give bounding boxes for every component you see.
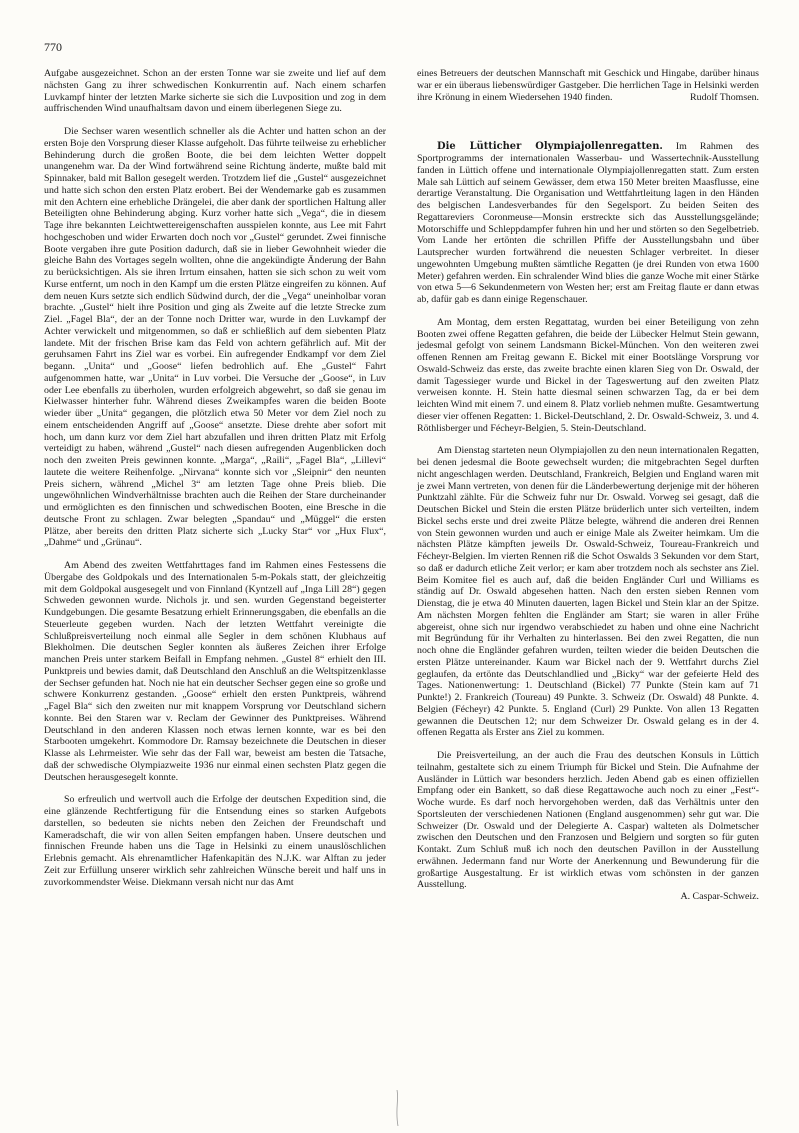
intro-signature: Rudolf Thomsen. — [690, 91, 759, 103]
paper-fold-mark — [393, 1090, 401, 1126]
left-column — [44, 68, 386, 888]
right-paragraph-3: Die Preisverteilung, an der auch die Frau des deutschen Konsuls in Lüttich teilnahm, gestaltete sich zu einem Triumph für Bickel und Stein. Die Aufnahme der Ausländer in Lüttich war besonders herzlich. Jeden Abend gab es einen offiziellen Empfang oder ein Bankett, so daß diese Regattawoche auch noch zu einer „Fest“-Woche wurde. Es darf noch hervorgehoben werden, daß das Verhältnis unter den Sportsleuten der verschiedenen Nationen (England ausgenommen) sehr gut war. Die Schweizer (Dr. Oswald und der Delegierte A. Caspar) walteten als Dolmetscher zwischen den Deutschen und den Franzosen und Belgiern und sorgten so für guten Kontakt. Zum Schluß muß ich noch den deutschen Pavillon in der Ausstellung erwähnen. Jedermann fand nur Worte der Anerkennung und Bewunderung für die großartige Ausgestaltung. Er ist wirklich etwas vom schönsten in der ganzen Ausstellung. — [417, 750, 759, 891]
left-paragraph-3: Am Abend des zweiten Wettfahrttages fand im Rahmen eines Festessens die Übergabe des Goldpokals und des Internationalen 5-m-Pokals statt, der gleichzeitig mit dem Goldpokal ausgesegelt und von Finnland (Kyntzell auf „Inga Lill 28“) gegen Schweden gewonnen wurde. Nichols jr. und sen. wurden Gegenstand begeisterter Kundgebungen. Die gesamte Besatzung erhielt Erinnerungsgaben, die ebenfalls an die Steuerleute gegeben wurden. Nach der letzten Wettfahrt vereinigte die Schlußpreisverteilung noch einmal alle Segler in dem schönen Klubhaus auf Blekholmen. Die deutschen Segler konnten als äußeres Zeichen ihrer Erfolge manchen Preis unter starkem Beifall in Empfang nehmen. „Gustel 8“ erhielt den III. Punktpreis und bewies damit, daß Deutschland den Anschluß an die Weltspitzenklasse der Sechser gefunden hat. Noch nie hat ein deutscher Sechser gegen eine so große und schwere Konkurrenz gestanden. „Goose“ erhielt den ersten Punktpreis, während „Fagel Bla“ sich den zweiten nur mit knappem Vorsprung vor Deutschland sichern konnte. Bei den Staren war v. Reclam der Gewinner des Punktpreises. Während Deutschland in den anderen Klassen noch etwas lernen konnte, war es bei den Starbooten umgekehrt. Kommodore Dr. Ramsay bezeichnete die Deutschen in dieser Klasse als Lehrmeister. Wie sehr das der Fall war, beweist am besten die Tatsache, daß der schwedische Olympiazweite 1936 nur einmal einen sechsten Platz gegen die Deutschen herausgesegelt konnte. — [44, 560, 386, 783]
right-paragraph-1: Am Montag, dem ersten Regattatag, wurden bei einer Beteiligung von zehn Booten zwei offene Regatten gefahren, die beide der Lübecker Helmut Stein gewann, jedesmal gefolgt von seinem Landsmann Bickel-München. Von den weiteren zwei offenen Rennen am Freitag gewann E. Bickel mit einer Bootslänge Vorsprung vor Oswald-Schweiz das erste, das zweite brachte einen klaren Sieg von Dr. Oswald, der damit Tagessieger wurde und Bickel in der Tageswertung auf den zweiten Platz verweisen konnte. H. Stein hatte diesmal seinen schwarzen Tag, da er bei dem leichten Wind mit einem 7. und einem 8. Platz vorlieb nehmen mußte. Gesamtwertung dieser vier offenen Regatten: 1. Bickel-Deutschland, 2. Dr. Oswald-Schweiz, 3. und 4. Röthlisberger und Fécheyr-Belgien, 5. Stein-Deutschland. — [417, 316, 759, 434]
right-intro-paragraph — [417, 68, 759, 103]
left-paragraph-2: Die Sechser waren wesentlich schneller als die Achter und hatten schon an der ersten Boje den Vorsprung dieser Klasse aufgeholt. Das führte teilweise zu erheblicher Behinderung durch die großen Boote, die bei dem leichten Wetter doppelt unangenehm war. Da der Wind fortwährend seine Richtung änderte, mußte bald mit Spinnaker, bald mit Ballon gesegelt werden. Trotzdem lief die „Gustel“ ausgezeichnet und hatte sich schon den ersten Platz erobert. Bei der Wendemarke gab es zusammen mit den Achtern eine erhebliche Drängelei, die aber dank der sportlichen Haltung aller Beteiligten ohne Behinderung abging. Kurz vorher hatte sich „Vega“, die in diesem Tage ihre bekannten Leichtwettereigenschaften ausspielen konnte, aus Lee mit Fahrt hochgeschoben und wider Erwarten doch noch vor „Gustel“ gerundet. Zwei finnische Boote vergaben ihre gute Position dadurch, daß sie in lieber Gewohnheit wieder die gleiche Bahn des Vortages segeln wollten, ohne die angekündigte Änderung der Bahn zu berücksichtigen. Als sie ihren Irrtum einsahen, hatten sie sich schon zu weit vom Kurse entfernt, um noch in den Kampf um die ersten Plätze eingreifen zu können. Auf dem neuen Kurs setzte sich endlich Südwind durch, der die „Vega“ uneinholbar voran brachte. „Gustel“ hielt ihre Position und ging als Zweite auf die letzte Strecke zum Ziel. „Fagel Bla“, der an der Tonne noch Dritter war, wurde in den Luvkampf der Achter verwickelt und mitgenommen, so daß er schließlich auf dem siebenten Platz landete. Mit der frischen Brise kam das Feld von achtern gefährlich auf. Mit der geruhsamen Fahrt ins Ziel war es vorbei. Ein aufregender Endkampf vor dem Ziel begann. „Unita“ und „Goose“ liefen bedrohlich auf. Ehe „Gustel“ Fahrt aufgenommen hatte, war „Unita“ in Luv vorbei. Die Versuche der „Goose“, in Luv oder Lee ebenfalls zu überholen, wurden erfolgreich abgewehrt, so daß sie genau im Kielwasser hinterher fuhr. Während dieses Zweikampfes waren die beiden Boote wieder über „Unita“ gegangen, die plötzlich etwa 50 Meter vor dem Ziel noch zu einem entscheidenden Angriff auf „Goose“ ansetzte. Diese drehte aber sofort mit hoch, um dann kurz vor dem Ziel hart abzufallen und ihren dritten Platz mit Erfolg verteidigt zu haben, während „Gustel“ nach diesen aufregenden Augenblicken doch noch den zweiten Preis gewinnen konnte. „Marga“, „Raili“, „Fagel Bla“, „Lillevi“ lautete die weitere Reihenfolge. „Nirvana“ konnte sich vor „Sleipnir“ den neunten Preis sichern, während „Michel 3“ am letzten Tage ohne Preis blieb. Die ungewöhnlichen Windverhältnisse brachten auch die Reihen der Stare durcheinander und ermöglichten es den finnischen und schwedischen Booten, eine Bresche in die deutsche Front zu schlagen. Zwar belegten „Spandau“ und „Müggel“ die ersten Plätze, aber bereits den dritten Platz sicherte sich „Lucky Star“ vor „Hux Flux“, „Dahme“ und „Grünau“. — [44, 126, 386, 549]
closing-signature: A. Caspar-Schweiz. — [680, 891, 759, 902]
article-lead-paragraph — [417, 141, 759, 306]
left-paragraph-4: So erfreulich und wertvoll auch die Erfolge der deutschen Expedition sind, die eine glänzende Rechtfertigung für die Entsendung eines so starken Aufgebots darstellen, so bedeuten sie nichts neben den Zeichen der Freundschaft und Kameradschaft, die wir von allen Seiten empfangen haben. Unsere deutschen und finnischen Freunde haben uns die Tage in Helsinki zu einem unauslöschlichen Erlebnis gemacht. Als ehrenamtlicher Hafenkapitän des N.J.K. war Alftan zu jeder Zeit zur Erfüllung unserer wirklich sehr zahlreichen Wünsche bereit und half uns in zuvorkommendster Weise. Diekmann versah nicht nur das Amt — [44, 794, 386, 888]
article-lead-text: Im Rahmen des Sportprogramms der internationalen Wasserbau- und Wassertechnik-Ausstellung fanden in Lüttich offene und internationale Olympiajollenregatten statt. Zum ersten Male sah Lüttich auf seinem Gewässer, dem etwa 150 Meter breiten Maasflusse, eine derartige Veranstaltung. Die Organisation und Wettfahrtleitung lagen in den Händen des belgischen Landesverbandes für den Segelsport. Zu beiden Seiten des Regattareviers Coronmeuse—Monsin erstreckte sich das Ausstellungsgelände; Motorschiffe und Schleppdampfer fuhren hin und her und störten so den Segelbetrieb. Vom Lande her ertönten die schrillen Pfiffe der Ausstellungsbahn und über Lautsprecher wurden fortwährend die neuesten Schlager verbreitet. In dieser ungewohnten Umgebung mußten sämtliche Regatten (je drei Runden von etwa 1600 Meter) gefahren werden. Ein schralender Wind blies die ganze Woche mit einer Stärke von etwa 5—6 Sekundenmetern von Westen her; erst am Freitag flaute er dann etwas ab, dafür gab es dann einige Regenschauer. — [417, 141, 760, 305]
right-column — [417, 68, 759, 903]
left-paragraph-1: Aufgabe ausgezeichnet. Schon an der ersten Tonne war sie zweite und lief auf dem nächsten Gang zu ihrer schwedischen Konkurrentin auf. Nach einem scharfen Luvkampf hinter der letzten Marke sicherte sie sich die Luvposition und zog in dem auffrischenden Wind unaufhaltsam davon und einem überlegenen Siege zu. — [44, 68, 386, 115]
page-number: 770 — [44, 40, 62, 54]
right-intro-text: eines Betreuers der deutschen Mannschaft mit Geschick und Hingabe, darüber hinaus war er ein überaus liebenswürdiger Gastgeber. Die herrlichen Tage in Helsinki werden ihre Krönung in einem Wiedersehen 1940 finden. — [417, 68, 759, 103]
right-paragraph-2: Am Dienstag starteten neun Olympiajollen zu den neun internationalen Regatten, bei denen jedesmal die Boote gewechselt wurden; die mitgebrachten Segel durften nicht angeschlagen werden. Deutschland, Frankreich, Belgien und England waren mit je zwei Mann vertreten, von denen für die Länderbewertung derjenige mit der höheren Punktzahl zählte. Für die Schweiz fuhr nur Dr. Oswald. Vorweg sei gesagt, daß die Deutschen Bickel und Stein die ersten Plätze brüderlich unter sich verteilten, indem Bickel sechs erste und drei zweite Plätze belegte, während die anderen drei Rennen von Stein gewonnen wurden und auch er einige Male als Zweiter heimkam. Um die nächsten Plätze kämpften jeweils Dr. Oswald-Schweiz, Toureau-Frankreich und Fécheyr-Belgien. Im vierten Rennen riß die Schot Oswalds 3 Sekunden vor dem Start, so daß er dadurch etliche Zeit verlor; er kam aber trotzdem noch als sechster ans Ziel. Beim Komitee fiel es auch auf, daß die beiden Engländer Curl und Williams es ständig auf Dr. Oswald abgesehen hatten. Nach den ersten sieben Rennen vom Dienstag, die je etwa 40 Minuten dauerten, lagen Bickel und Stein klar an der Spitze. Am nächsten Morgen fehlten die Engländer am Start; sie waren in aller Frühe abgereist, ohne sich nur irgendwo verabschiedet zu haben und ohne eine Nachricht mit Begründung für ihr Verhalten zu hinterlassen. Bei den zwei Regatten, die nun noch ohne die Engländer gefahren wurden, teilten wieder die beiden Deutschen die ersten Plätze untereinander. Kaum war Bickel nach der 9. Wettfahrt durchs Ziel geglaufen, da ertönte das Deutschlandlied und „Bicky“ war der gefeierte Held des Tages. Nationenwertung: 1. Deutschland (Bickel) 77 Punkte (Stein kam auf 71 Punkte!) 2. Frankreich (Toureau) 49 Punkte. 3. Schweiz (Dr. Oswald) 48 Punkte. 4. Belgien (Fécheyr) 42 Punkte. 5. England (Curl) 29 Punkte. Von allen 13 Regatten gewannen die Deutschen 12; nur dem Schweizer Dr. Oswald gelang es in der 4. offenen Regatta als Erster ans Ziel zu kommen. — [417, 445, 759, 739]
article-heading: Die Lütticher Olympiajollenregatten. — [437, 141, 663, 153]
